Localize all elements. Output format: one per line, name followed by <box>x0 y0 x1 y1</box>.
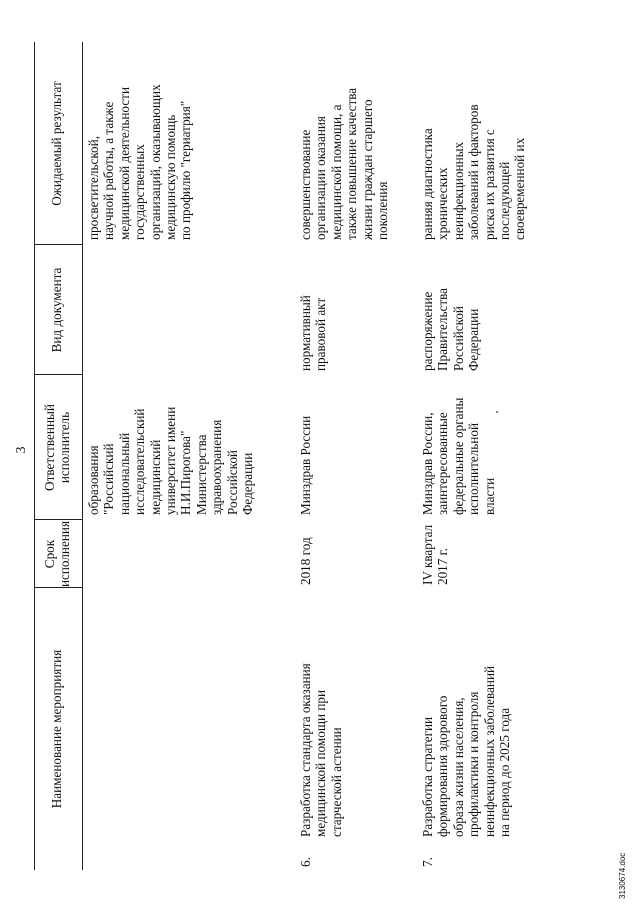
row6-doc-type: нормативный правовой акт <box>298 295 329 371</box>
header-name: Наименование мероприятия <box>49 649 64 809</box>
header-bottom-border <box>82 42 83 870</box>
header-term: Срок исполнения <box>42 520 72 588</box>
row7-result: ранняя диагностика хронических неинфекционных заболеваний и факторов риска их развития с последующей своевременной их <box>420 104 528 240</box>
row6-name: Разработка стандарта оказания медицинской помощи при старческой астении <box>298 663 344 837</box>
document-id: 3130674.doc <box>618 852 627 899</box>
row7-doc-type: распоряжение Правительства Российской Федерации <box>420 288 482 371</box>
row6-number: 6. <box>298 857 313 867</box>
table-top-border <box>34 42 35 870</box>
header-result: Ожидаемый результат <box>49 81 64 206</box>
row6-result: совершенствование организации оказания медицинской помощи, а также повышение качества жизни граждан старшего поколения <box>298 87 391 240</box>
row0-responsible: образования "Российский национальный исследовательский медицинский университет имени Н.И.Пирогова" Министерства здравоохранения Российской Федерации <box>86 406 256 515</box>
row7-term: IV квартал 2017 г. <box>420 524 451 585</box>
row6-responsible: Минздрав России <box>298 415 313 515</box>
row0-result: просветительской, научной работы, а также медицинской деятельности государственных организаций, оказывающих медицинскую помощь по профилю "гериатрия" <box>86 84 194 240</box>
row7-number: 7. <box>420 857 435 867</box>
header-doc-type: Вид документа <box>49 267 64 353</box>
header-responsible: Ответственный исполнитель <box>42 404 72 491</box>
row7-name: Разработка стратегии формирования здорового образа жизни населения, профилактики и контроля неинфекционных заболеваний на период до 2025 года <box>420 665 513 837</box>
scan-speck <box>496 411 498 413</box>
page-number: 3 <box>14 446 29 454</box>
row7-responsible: Минздрав России, заинтересованные федеральные органы исполнительной власти <box>420 397 497 515</box>
row6-term: 2018 год <box>298 537 313 585</box>
